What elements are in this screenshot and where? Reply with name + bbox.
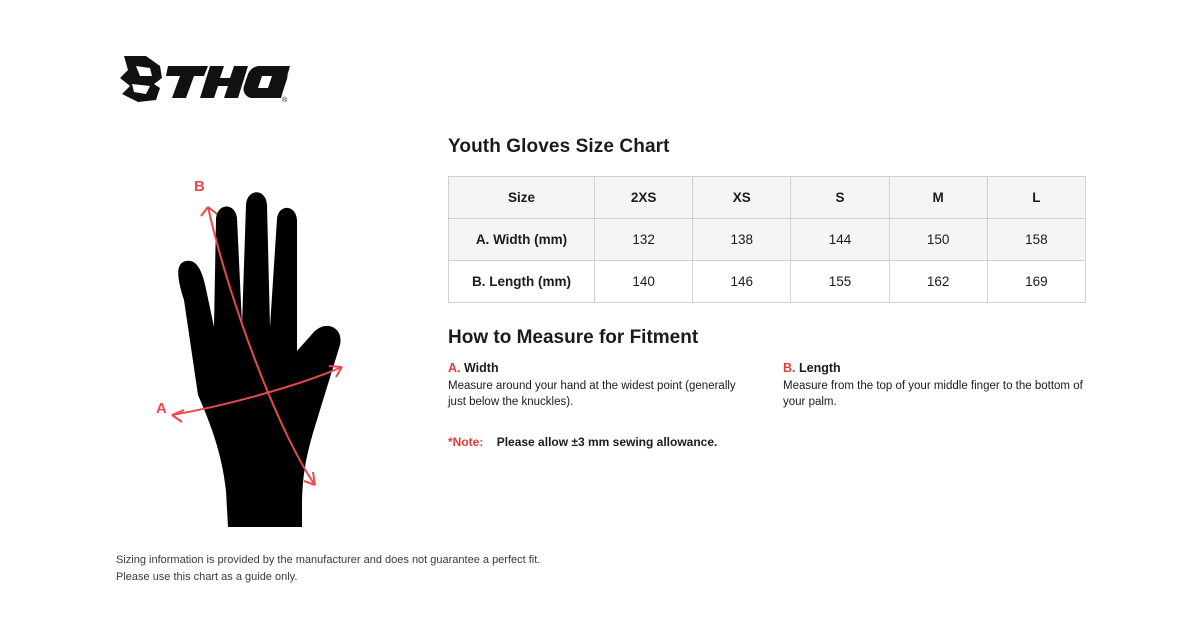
cell-width-xs: 138 bbox=[693, 219, 791, 261]
label-b: B bbox=[194, 178, 205, 195]
measure-width-text: Measure around your hand at the widest point (generally just below the knuckles). bbox=[448, 380, 736, 409]
table-row bbox=[449, 261, 1086, 303]
brand-logo bbox=[116, 52, 291, 107]
cell-length-m: 162 bbox=[889, 261, 987, 303]
column-header-s: S bbox=[791, 177, 889, 219]
glove-illustration bbox=[110, 155, 420, 535]
measure-width-heading bbox=[448, 361, 753, 375]
label-a: A bbox=[156, 400, 167, 417]
cell-length-s: 155 bbox=[791, 261, 889, 303]
row-label-length: B. Length (mm) bbox=[449, 261, 595, 303]
thor-helmet-icon bbox=[116, 52, 291, 107]
note-text: Please allow ±3 mm sewing allowance. bbox=[496, 434, 718, 449]
column-header-xs: XS bbox=[693, 177, 791, 219]
column-header-m: M bbox=[889, 177, 987, 219]
measure-length-name: Length bbox=[798, 361, 841, 375]
table-header-row bbox=[449, 177, 1086, 219]
column-header-size: Size bbox=[449, 177, 595, 219]
cell-width-s: 144 bbox=[791, 219, 889, 261]
disclaimer-line-2: Please use this chart as a guide only. bbox=[116, 571, 298, 584]
glove-diagram bbox=[110, 155, 420, 535]
measure-item-width bbox=[448, 361, 753, 411]
measure-length-mark: B. bbox=[783, 361, 796, 375]
content-column bbox=[448, 136, 1088, 449]
cell-length-xs: 146 bbox=[693, 261, 791, 303]
how-to-measure-title: How to Measure for Fitment bbox=[448, 327, 699, 348]
width-arrow-head-left bbox=[172, 410, 184, 422]
hand-silhouette bbox=[178, 192, 340, 527]
note-label: *Note: bbox=[448, 434, 484, 449]
cell-length-l: 169 bbox=[987, 261, 1085, 303]
column-header-l: L bbox=[987, 177, 1085, 219]
measure-instructions bbox=[448, 361, 1088, 411]
measure-length-text: Measure from the top of your middle finger to the bottom of your palm. bbox=[783, 380, 1083, 409]
measure-width-mark: A. bbox=[448, 361, 461, 375]
cell-length-2xs: 140 bbox=[595, 261, 693, 303]
trademark-symbol: ® bbox=[282, 97, 288, 104]
measure-width-name: Width bbox=[463, 361, 499, 375]
table-row bbox=[449, 219, 1086, 261]
row-label-width: A. Width (mm) bbox=[449, 219, 595, 261]
size-chart-table bbox=[448, 176, 1086, 303]
disclaimer bbox=[116, 552, 540, 586]
cell-width-2xs: 132 bbox=[595, 219, 693, 261]
disclaimer-line-1: Sizing information is provided by the manufacturer and does not guarantee a perfect fit. bbox=[116, 554, 541, 566]
measure-length-heading bbox=[783, 361, 1088, 375]
sewing-allowance-note bbox=[448, 435, 1088, 449]
cell-width-l: 158 bbox=[987, 219, 1085, 261]
page-title: Youth Gloves Size Chart bbox=[448, 136, 670, 157]
column-header-2xs: 2XS bbox=[595, 177, 693, 219]
measure-item-length bbox=[783, 361, 1088, 411]
cell-width-m: 150 bbox=[889, 219, 987, 261]
